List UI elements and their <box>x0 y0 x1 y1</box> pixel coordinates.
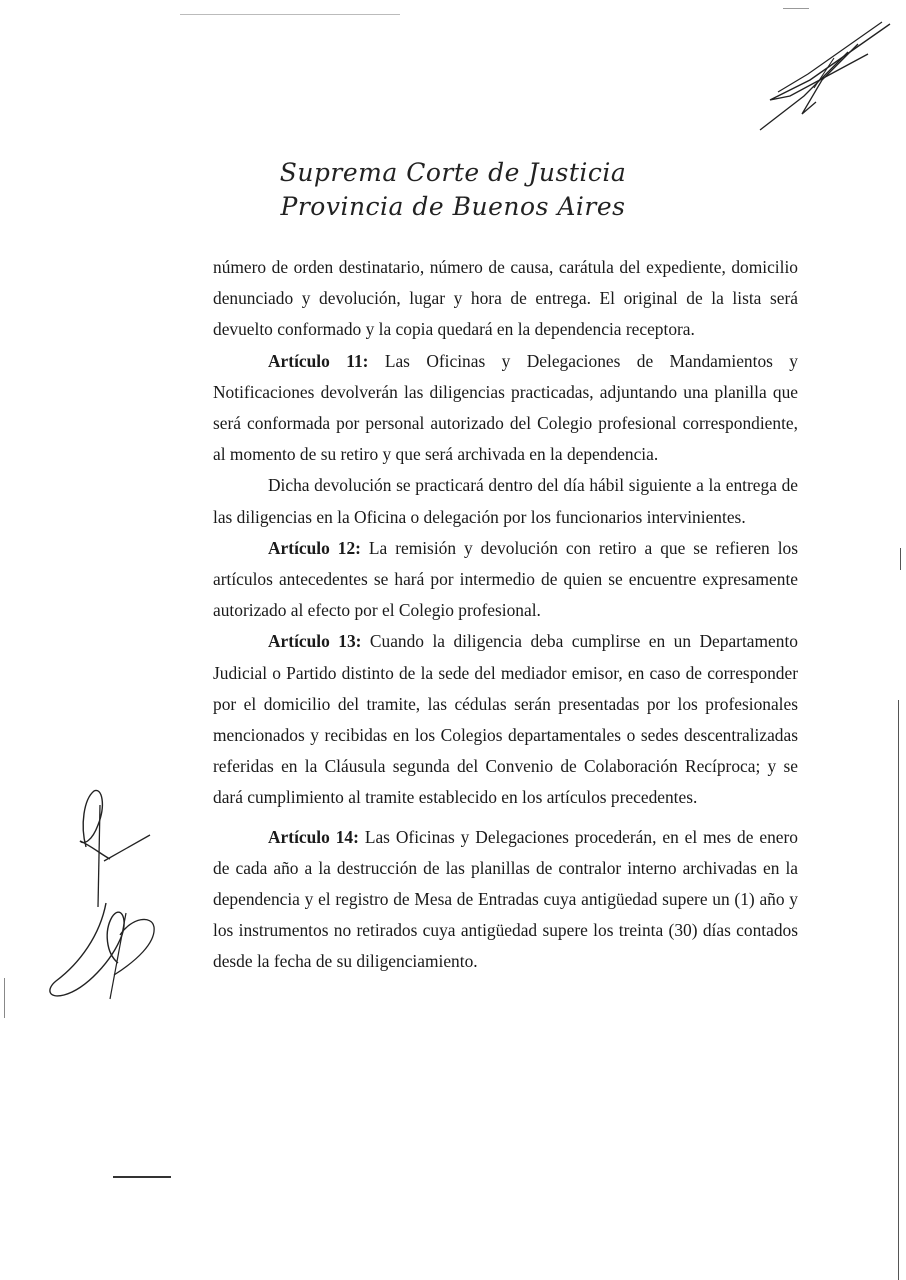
scan-artifact-right-edge-mark <box>900 548 901 570</box>
scan-artifact-left-edge <box>4 978 5 1018</box>
paragraph-devolucion: Dicha devolución se practicará dentro del día hábil siguiente a la entrega de las diligencias en la Oficina o delegación por los funcionarios intervinientes. <box>213 475 798 527</box>
article-11-heading: Artículo 11: <box>268 350 369 371</box>
letterhead-court-name: Suprema Corte de Justicia <box>279 158 627 187</box>
article-14-text: Las Oficinas y Delegaciones procederán, en el mes de enero de cada año a la destrucción de las planillas de contralor interno archivadas en la dependencia y el registro de Mesa de Entradas cuya antigüedad supere un (1) año y los instrumentos no retirados cuya antigüedad supere los treinta (30) días contados desde la fecha de su diligenciamiento. <box>213 826 798 972</box>
article-13-heading: Artículo 13: <box>268 631 362 652</box>
top-right-signature <box>750 18 900 136</box>
left-margin-signature <box>40 785 170 1005</box>
article-11-text: Las Oficinas y Delegaciones de Mandamientos y Notificaciones devolverán las diligencias practicadas, adjuntando una planilla que será conformada por personal autorizado del Colegio profesional correspondiente, al momento de su retiro y que será archivada en la dependencia. <box>213 350 799 465</box>
article-13-text: Cuando la diligencia deba cumplirse en un Departamento Judicial o Partido distinto de la sede del mediador emisor, en caso de corresponder por el domicilio del tramite, las cédulas serán presentadas por los profesionales mencionados y recibidas en los Colegios departamentales o sedes descentralizadas referidas en la Cláusula segunda del Convenio de Colaboración Recíproca; y se dará cumplimiento al tramite establecido en los artículos precedentes. <box>213 631 798 808</box>
article-14-heading: Artículo 14: <box>268 826 359 847</box>
scan-artifact-right-edge <box>898 700 899 1280</box>
scan-artifact-top <box>180 14 400 15</box>
article-11 <box>213 346 798 471</box>
stamp-mark-bottom-left <box>113 1176 171 1178</box>
article-13 <box>213 626 798 813</box>
scan-artifact-top-right <box>783 8 809 9</box>
paragraph-continuation: número de orden destinatario, número de causa, carátula del expediente, domicilio denunciado y devolución, lugar y hora de entrega. El original de la lista será devuelto conformado y la copia quedará en la dependencia receptora. <box>213 257 798 340</box>
article-12-heading: Artículo 12: <box>268 537 361 558</box>
article-14 <box>213 822 798 978</box>
document-body <box>213 252 798 978</box>
letterhead-province-name: Provincia de Buenos Aires <box>280 192 626 221</box>
article-12-text: La remisión y devolución con retiro a que se refieren los artículos antecedentes se hará por intermedio de quien se encuentre expresamente autorizado al efecto por el Colegio profesional. <box>213 537 798 621</box>
article-12 <box>213 533 798 627</box>
